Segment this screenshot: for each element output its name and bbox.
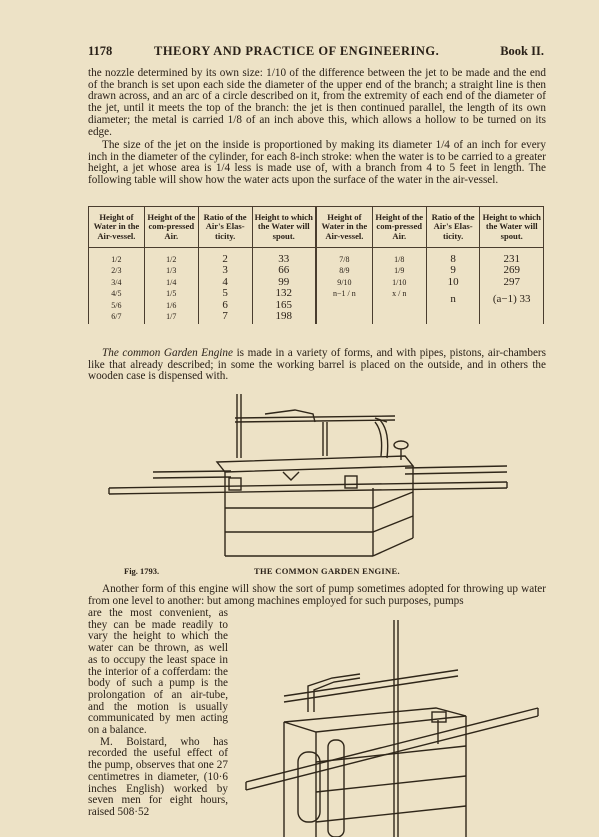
garden-engine-illustration — [105, 388, 525, 564]
table-cell: 231 269 297 (a−1) 33 — [480, 248, 544, 325]
figure-label: Fig. 1793. — [124, 566, 160, 576]
table-header: Height of Water in the Air-vessel. — [89, 207, 145, 248]
table-cell: 2 3 4 5 6 7 — [198, 248, 252, 325]
table-cell: 33 66 99 132 165 198 — [252, 248, 316, 325]
page-number: 1178 — [88, 44, 113, 58]
table-header: Height to which the Water will spout. — [252, 207, 316, 248]
paragraph-garden-engine: The common Garden Engine is made in a variety of forms, and with pipes, pistons, air-chambers like that already described; in some the working barrel is placed on the outside, and in others the wooden case is dispensed with. — [88, 347, 546, 383]
paragraph-another-form: Another form of this engine will show the sort of pump sometimes adopted for throwing up water from one level to another: but among machines employed for such purposes, pumps — [88, 583, 546, 607]
running-title: THEORY AND PRACTICE OF ENGINEERING. — [154, 44, 440, 58]
table-cell: 7/8 8/9 9/10 n−1 / n — [316, 248, 372, 325]
table-cell: 1/2 2/3 3/4 4/5 5/6 6/7 — [89, 248, 145, 325]
table-header-row — [89, 207, 544, 248]
book-label: Book II. — [500, 44, 544, 58]
garden-engine-lead: The common Garden Engine — [102, 347, 233, 359]
figure-title: THE COMMON GARDEN ENGINE. — [254, 566, 400, 576]
running-header — [88, 44, 544, 60]
air-vessel-table — [88, 206, 544, 324]
table-cell: 1/8 1/9 1/10 x / n — [372, 248, 426, 325]
paragraph-pumps: are the most convenient, as they can be made readily to vary the height to which the water can be thrown, as well as to occupy the least space in the interior of a cofferdam: the body of such a pump is the prolongation of an air-tube, and the motion is usually communicated by men acting on a balance. — [88, 607, 228, 737]
paragraph-nozzle: the nozzle determined by its own size: 1/10 of the difference between the jet to be made and the end of the branch is set upon each side the diameter of the upper end of the branch; a straight line is then drawn across, and an arc of a circle described on it, from the extremity of each end of the diameter of the jet, until it meets the top of the branch: the jet is then continued parallel, the length of its own diameter; the metal is carried 1/8 of an inch above this, which allows a hollow to be turned on its edge. — [88, 67, 546, 138]
table-cell: 8 9 10 n — [426, 248, 480, 325]
paragraph-jet-size: The size of the jet on the inside is proportioned by making its diameter 1/4 of an inch for every inch in the diameter of the cylinder, for each 8-inch stroke: when the water is to be carried to a greater height, a jet whose area is 1/4 less is made use of, with a branch from 4 to 5 feet in length. The following table will show how the water acts upon the surface of the water in the air-vessel. — [88, 139, 546, 187]
table-header: Height of Water in the Air-vessel. — [316, 207, 372, 248]
table-header: Height of the com-pressed Air. — [372, 207, 426, 248]
table-header: Ratio of the Air's Elas-ticity. — [198, 207, 252, 248]
table-header: Height to which the Water will spout. — [480, 207, 544, 248]
table-header: Height of the com-pressed Air. — [144, 207, 198, 248]
table-header: Ratio of the Air's Elas-ticity. — [426, 207, 480, 248]
narrow-column — [88, 608, 228, 819]
table-cell: 1/2 1/3 1/4 1/5 1/6 1/7 — [144, 248, 198, 325]
figure-caption — [124, 566, 464, 578]
paragraph-boistard: M. Boistard, who has recorded the useful effect of the pump, observes that one 27 centimetres in diameter, (10·6 inches English) worked by seven men for eight hours, raised 508·52 — [88, 735, 228, 818]
pump-illustration — [236, 612, 546, 837]
table-row — [89, 248, 544, 325]
